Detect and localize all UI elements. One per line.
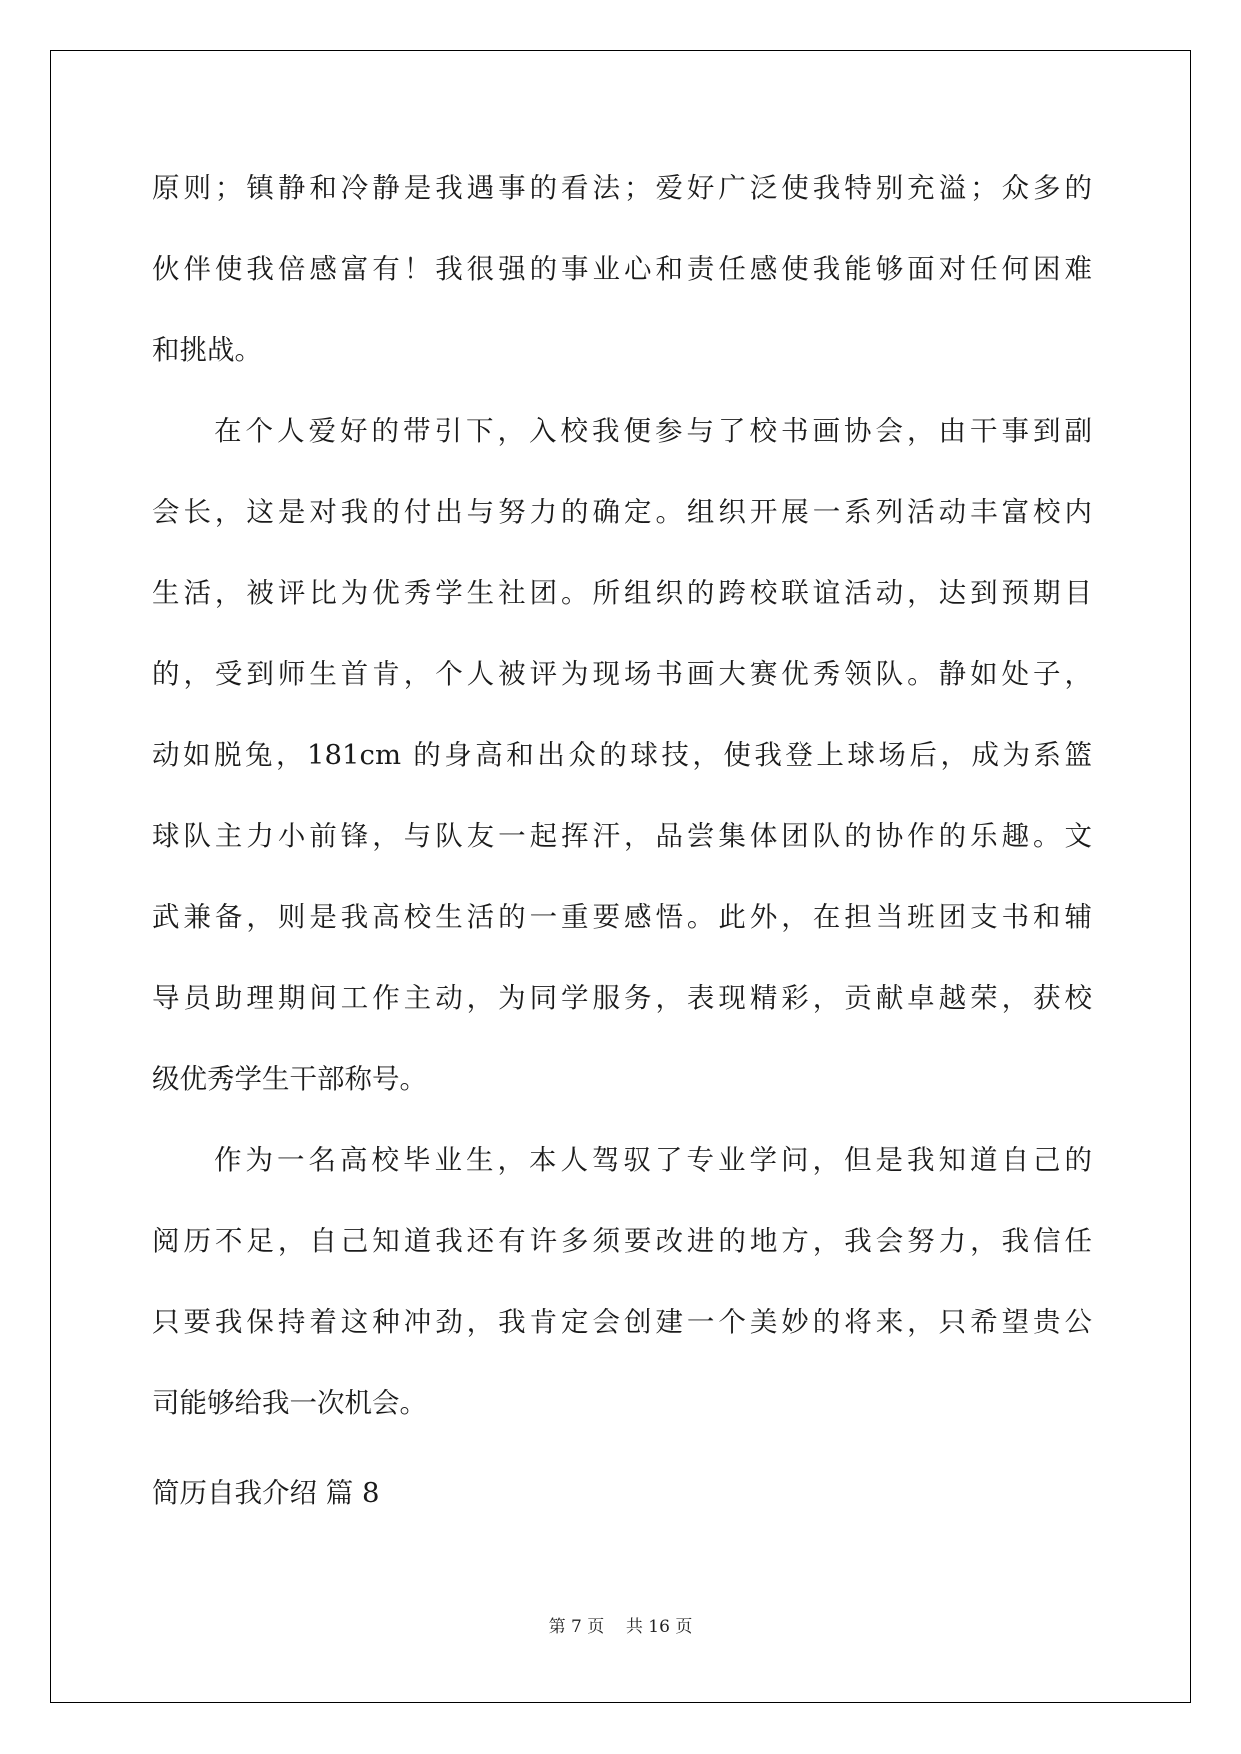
text-line: 阅历不足，自己知道我还有许多须要改进的地方，我会努力，我信任	[152, 1225, 1092, 1257]
page-footer: 第 7 页 共 16 页	[548, 1617, 693, 1637]
text-line: 原则；镇静和冷静是我遇事的看法；爱好广泛使我特别充溢；众多的	[152, 172, 1092, 204]
text-line: 动如脱兔，181cm 的身高和出众的球技，使我登上球场后，成为系篮	[152, 739, 1092, 771]
text-line: 的，受到师生首肯，个人被评为现场书画大赛优秀领队。静如处子，	[152, 658, 1092, 690]
document-body	[152, 168, 1092, 1464]
text-line: 在个人爱好的带引下，入校我便参与了校书画协会，由干事到副	[214, 415, 1092, 447]
text-line: 和挑战。	[152, 334, 262, 366]
section-heading: 简历自我介绍 篇 8	[152, 1477, 380, 1509]
text-line: 只要我保持着这种冲劲，我肯定会创建一个美妙的将来，只希望贵公	[152, 1306, 1092, 1338]
text-line: 作为一名高校毕业生，本人驾驭了专业学问，但是我知道自己的	[214, 1144, 1092, 1176]
text-line: 司能够给我一次机会。	[152, 1387, 427, 1419]
text-line: 会长，这是对我的付出与努力的确定。组织开展一系列活动丰富校内	[152, 496, 1092, 528]
text-line: 级优秀学生干部称号。	[152, 1063, 427, 1095]
text-line: 生活，被评比为优秀学生社团。所组织的跨校联谊活动，达到预期目	[152, 577, 1092, 609]
text-line: 球队主力小前锋，与队友一起挥汗，品尝集体团队的协作的乐趣。文	[152, 820, 1092, 852]
text-line: 导员助理期间工作主动，为同学服务，表现精彩，贡献卓越荣，获校	[152, 982, 1092, 1014]
text-line: 伙伴使我倍感富有！我很强的事业心和责任感使我能够面对任何困难	[152, 253, 1092, 285]
text-line: 武兼备，则是我高校生活的一重要感悟。此外，在担当班团支书和辅	[152, 901, 1092, 933]
